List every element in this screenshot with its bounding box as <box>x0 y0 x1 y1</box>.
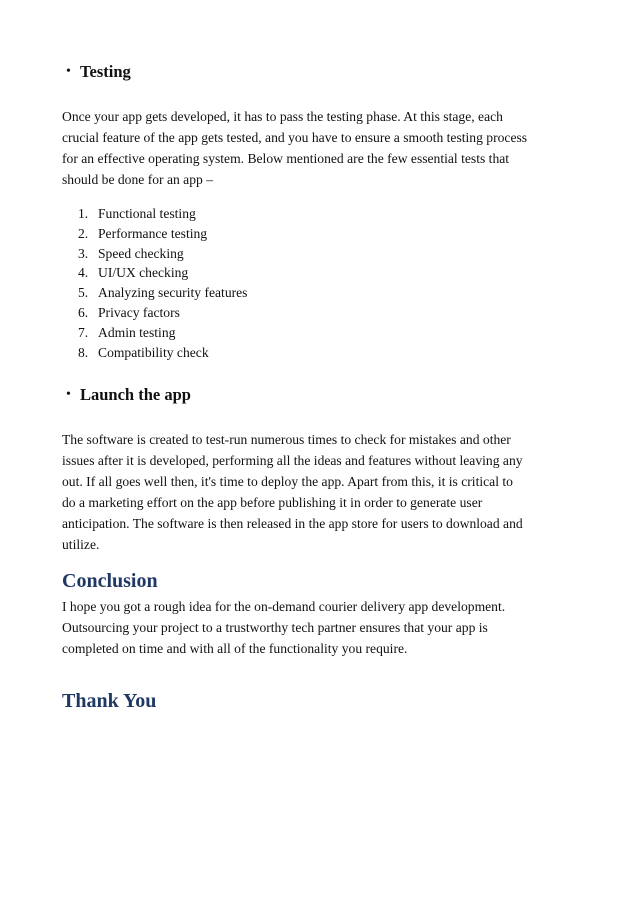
paragraph-line: The software is created to test-run numerous times to check for mistakes and other <box>62 432 511 447</box>
launch-paragraph <box>62 429 582 555</box>
list-item-label: Admin testing <box>98 324 176 340</box>
launch-heading <box>66 385 191 405</box>
list-item <box>62 303 247 323</box>
list-number: 8. <box>78 344 89 360</box>
paragraph-line: Once your app gets developed, it has to pass the testing phase. At this stage, each <box>62 109 503 124</box>
list-item <box>62 224 247 244</box>
tests-list <box>62 204 247 362</box>
list-number: 4. <box>78 265 89 281</box>
paragraph-line: should be done for an app – <box>62 172 214 187</box>
thank-you-heading: Thank You <box>62 690 157 712</box>
list-number: 7. <box>78 324 89 340</box>
list-item <box>62 323 247 343</box>
paragraph-line: completed on time and with all of the functionality you require. <box>62 641 408 656</box>
paragraph-line: utilize. <box>62 537 100 552</box>
paragraph-line: I hope you got a rough idea for the on-demand courier delivery app development. <box>62 599 506 614</box>
bullet-icon: • <box>66 387 71 402</box>
list-item-label: Performance testing <box>98 225 208 241</box>
list-number: 5. <box>78 285 89 301</box>
list-item <box>62 283 247 303</box>
paragraph-line: out. If all goes well then, it's time to deploy the app. Apart from this, it is critical to <box>62 474 513 489</box>
list-number: 2. <box>78 225 89 241</box>
bullet-icon: • <box>66 64 71 79</box>
testing-heading <box>66 62 131 82</box>
paragraph-line: issues after it is developed, performing all the ideas and features without leaving any <box>62 453 523 468</box>
list-item-label: Speed checking <box>98 245 184 261</box>
paragraph-line: Outsourcing your project to a trustworthy tech partner ensures that your app is <box>62 620 488 635</box>
list-item-label: UI/UX checking <box>98 265 189 281</box>
paragraph-line: for an effective operating system. Below mentioned are the few essential tests that <box>62 151 510 166</box>
paragraph-line: do a marketing effort on the app before publishing it in order to generate user <box>62 495 483 510</box>
conclusion-heading: Conclusion <box>62 570 158 592</box>
paragraph-line: anticipation. The software is then released in the app store for users to download and <box>62 516 523 531</box>
list-number: 1. <box>78 206 89 221</box>
list-item <box>62 343 247 363</box>
list-item <box>62 204 247 224</box>
list-number: 6. <box>78 304 89 320</box>
testing-heading-text: Testing <box>80 62 131 81</box>
testing-paragraph <box>62 106 582 190</box>
launch-heading-text: Launch the app <box>80 385 191 404</box>
list-item-label: Functional testing <box>98 206 196 221</box>
list-item <box>62 244 247 264</box>
list-item-label: Privacy factors <box>98 304 180 320</box>
list-item-label: Compatibility check <box>98 344 209 360</box>
conclusion-paragraph <box>62 596 582 659</box>
list-item <box>62 263 247 283</box>
list-item-label: Analyzing security features <box>98 285 248 301</box>
list-number: 3. <box>78 245 89 261</box>
paragraph-line: crucial feature of the app gets tested, and you have to ensure a smooth testing process <box>62 130 528 145</box>
